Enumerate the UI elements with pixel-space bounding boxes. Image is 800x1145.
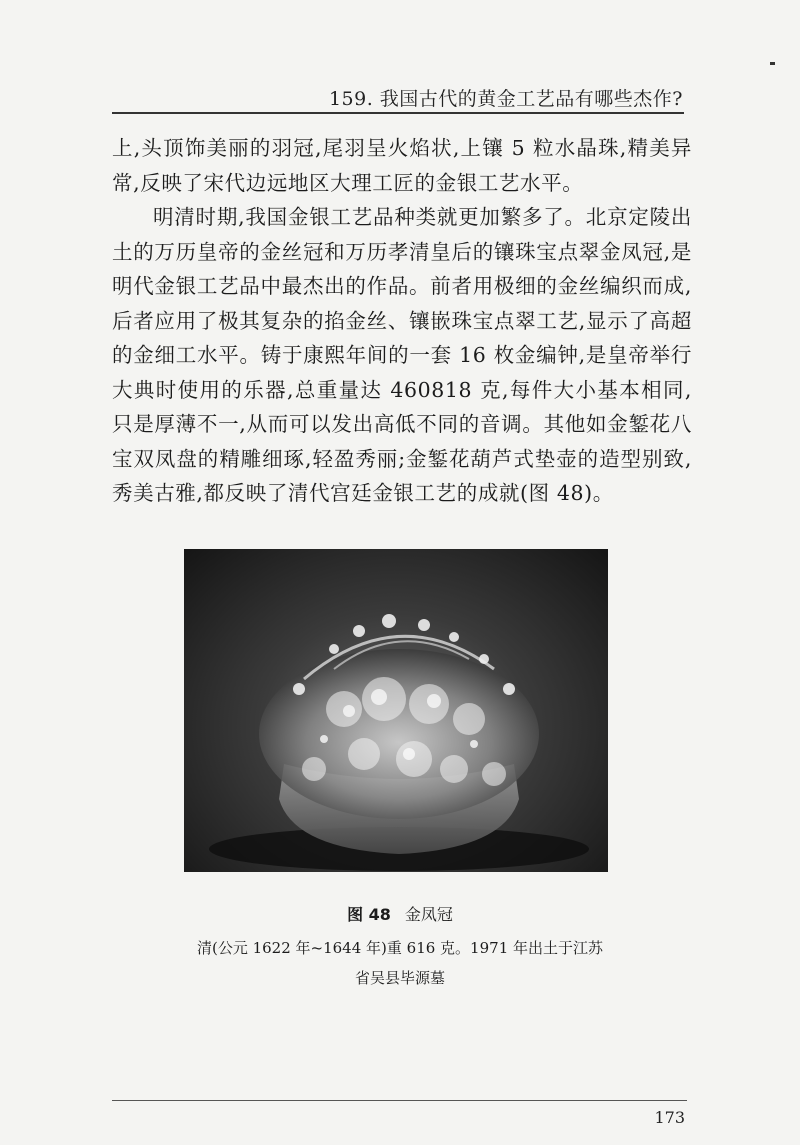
paragraph-2: 明清时期,我国金银工艺品种类就更加繁多了。北京定陵出土的万历皇帝的金丝冠和万历孝清皇后的镶珠宝点翠金凤冠,是明代金银工艺品中最杰出的作品。前者用极细的金丝编织而成,后者应用了极其复杂的掐金丝、镶嵌珠宝点翠工艺,显示了高超的金细工水平。铸于康熙年间的一套 16 枚金编钟,是皇帝举行大典时使用的乐器,总重量达 460818 克,每件大小基本相同,只是厚薄不一,从而可以发出高低不同的音调。其他如金錾花八宝双凤盘的精雕细琢,轻盈秀丽;金錾花葫芦式垫壶的造型别致,秀美古雅,都反映了清代宫廷金银工艺的成就(图 48)。 [112,205,692,505]
crown-photo [184,549,608,872]
body-text [112,131,692,511]
figure-desc-line-2: 省吴县毕源墓 [354,969,445,987]
header-rule [112,112,684,114]
figure-caption [0,902,800,925]
figure-number: 图 48 [347,905,391,924]
figure-description [0,933,800,993]
crown-illustration [184,549,608,872]
figure-desc-line-1: 清(公元 1622 年~1644 年)重 616 克。1971 年出土于江苏 [196,939,604,957]
scan-speck [770,62,775,65]
page-number: 173 [654,1108,685,1127]
running-head: 159. 我国古代的黄金工艺品有哪些杰作? [328,88,683,110]
footer-rule [112,1100,687,1101]
figure-title: 金凤冠 [404,905,453,924]
paragraph-1: 上,头顶饰美丽的羽冠,尾羽呈火焰状,上镶 5 粒水晶珠,精美异常,反映了宋代边远地区大理工匠的金银工艺水平。 [112,136,692,195]
